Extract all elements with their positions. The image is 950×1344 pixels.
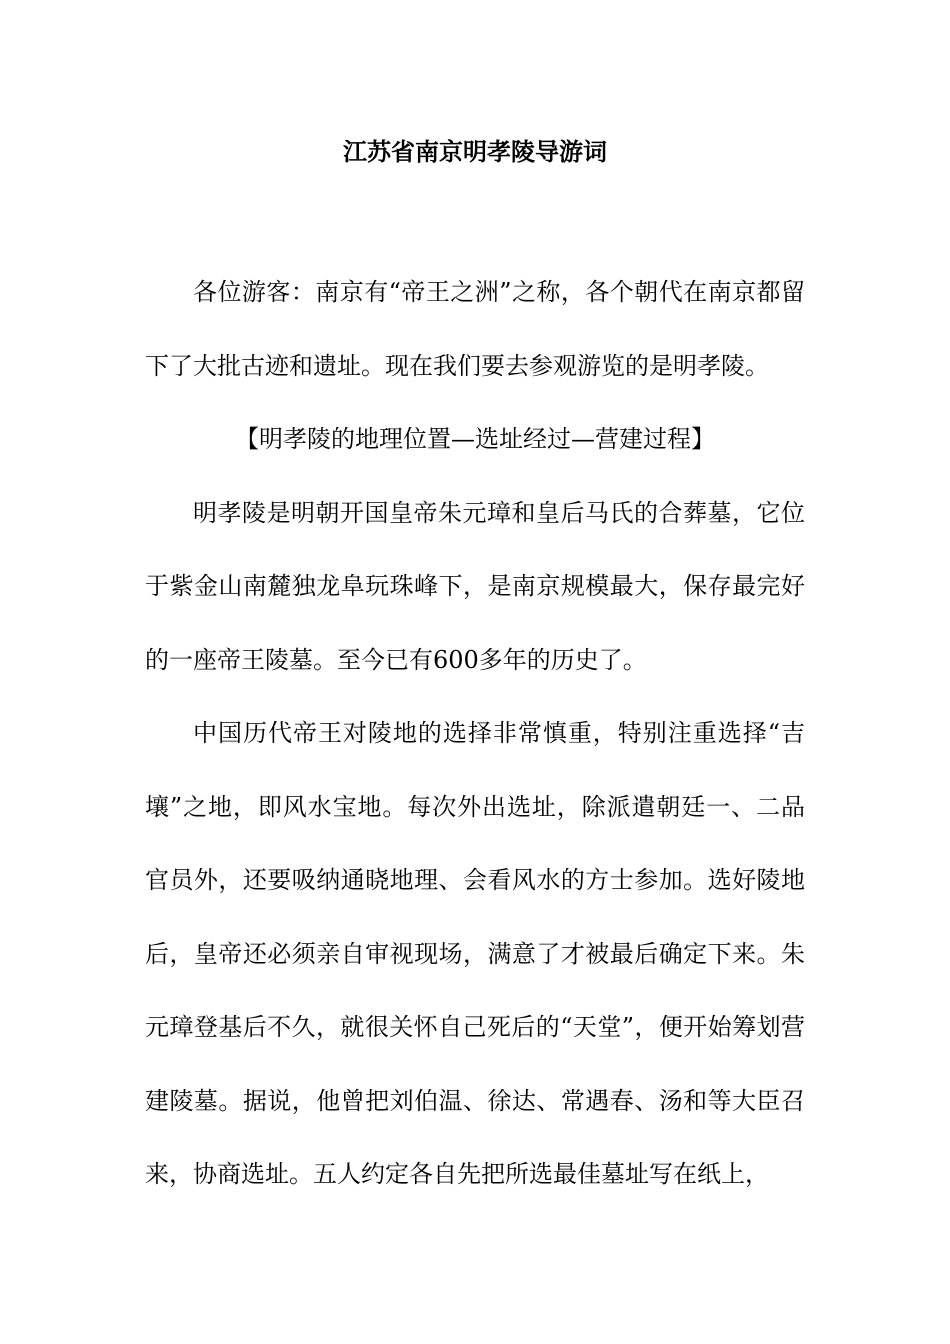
document-title: 江苏省南京明孝陵导游词 xyxy=(343,137,607,166)
paragraph-intro: 各位游客：南京有“帝王之洲”之称，各个朝代在南京都留下了大批古迹和遗址。现在我们要去参观游览的是明孝陵。 xyxy=(145,278,805,380)
paragraph-location: 明孝陵是明朝开国皇帝朱元璋和皇后马氏的合葬墓，它位于紫金山南麓独龙阜玩珠峰下，是南京规模最大，保存最完好的一座帝王陵墓。至今已有600多年的历史了。 xyxy=(145,498,805,674)
section-heading: 【明孝陵的地理位置—选址经过—营建过程】 xyxy=(235,425,715,453)
document-body xyxy=(145,256,805,1212)
paragraph-site-selection: 中国历代帝王对陵地的选择非常慎重，特别注重选择“吉壤”之地，即风水宝地。每次外出选址，除派遣朝廷一、二品官员外，还要吸纳通晓地理、会看风水的方士参加。选好陵地后，皇帝还必须亲自审视现场，满意了才被最后确定下来。朱元璋登基后不久，就很关怀自己死后的“天堂”，便开始筹划营建陵墓。据说，他曾把刘伯温、徐达、常遇春、汤和等大臣召来，协商选址。五人约定各自先把所选最佳墓址写在纸上， xyxy=(145,719,805,1188)
